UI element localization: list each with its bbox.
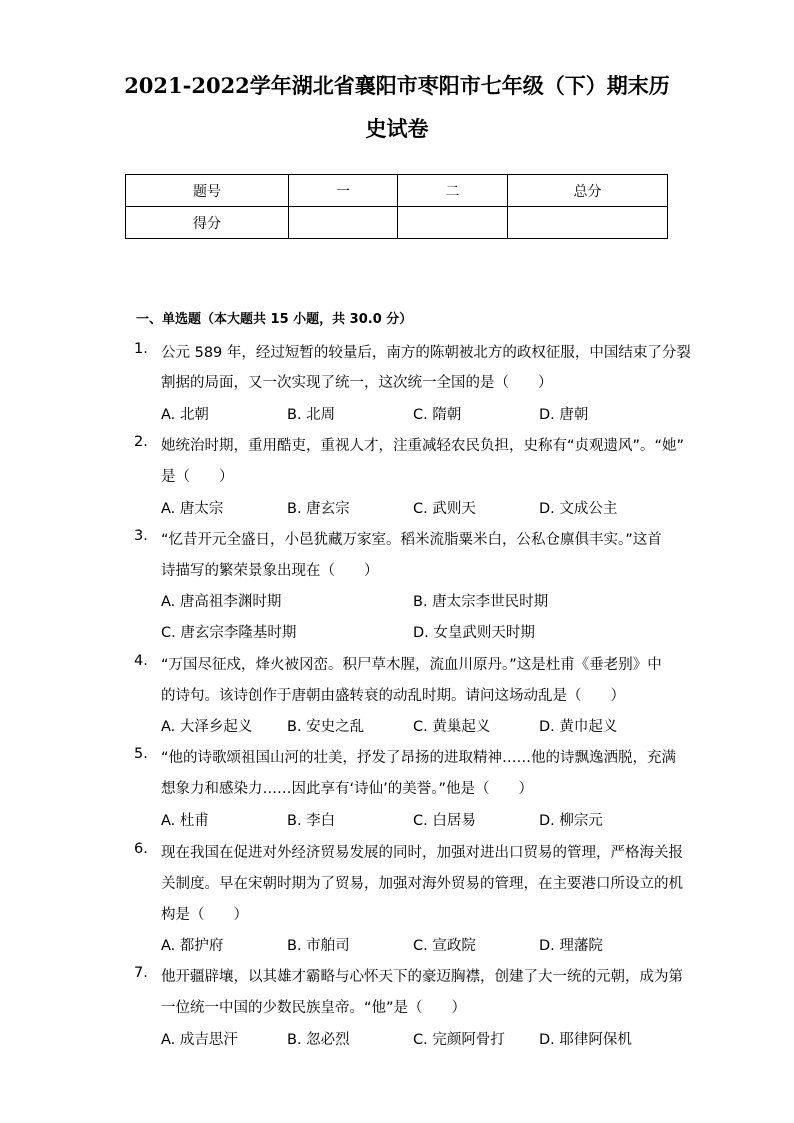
question-number: 3. [134,528,148,544]
option[interactable]: A. 都护府 [161,938,224,954]
option[interactable]: D. 文成公主 [539,501,618,517]
question-text-line: 的诗句。该诗创作于唐朝由盛转衰的动乱时期。请问这场动乱是（ ） [161,688,625,704]
option[interactable]: D. 理藩院 [539,938,603,954]
question-text-line: 他开疆辟壤，以其雄才霸略与心怀天下的豪迈胸襟，创建了大一统的元朝，成为第 [161,969,683,985]
score-table-header-row [126,175,668,207]
option[interactable]: B. 市舶司 [287,938,350,954]
option[interactable]: A. 大泽乡起义 [161,719,253,735]
section-heading: 一、单选题（本大题共 15 小题，共 30.0 分） [136,312,413,327]
option[interactable]: A. 唐太宗 [161,501,224,517]
question-text-line: 现在我国在促进对外经济贸易发展的同时，加强对进出口贸易的管理，严格海关报 [161,845,683,861]
question-number: 7. [134,965,148,981]
option[interactable]: C. 唐玄宗李隆基时期 [161,625,297,641]
question-number: 6. [134,841,148,857]
question-number: 5. [134,746,148,762]
option[interactable]: B. 唐太宗李世民时期 [413,594,549,610]
question-text-line: 一位统一中国的少数民族皇帝。“他”是（ ） [161,1000,467,1016]
question-text-line: 割据的局面，又一次实现了统一，这次统一全国的是（ ） [161,375,553,391]
option[interactable]: C. 隋朝 [413,407,462,423]
option[interactable]: A. 唐高祖李渊时期 [161,594,282,610]
question-text-line: 构是（ ） [161,907,248,923]
option[interactable]: A. 杜甫 [161,813,209,829]
option[interactable]: D. 耶律阿保机 [539,1032,632,1048]
score-header-cell: 总分 [508,175,668,207]
option[interactable]: D. 黄巾起义 [539,719,618,735]
option[interactable]: C. 黄巢起义 [413,719,491,735]
score-header-cell: 题号 [126,175,289,207]
option[interactable]: B. 唐玄宗 [287,501,350,517]
score-row-label: 得分 [126,207,289,239]
option[interactable]: A. 北朝 [161,407,209,423]
option[interactable]: C. 完颜阿骨打 [413,1032,505,1048]
option[interactable]: D. 柳宗元 [539,813,603,829]
option[interactable]: B. 李白 [287,813,336,829]
score-header-cell: 一 [289,175,398,207]
option[interactable]: B. 安史之乱 [287,719,365,735]
question-number: 2. [134,434,148,450]
score-header-cell: 二 [398,175,508,207]
question-text-line: “万国尽征戍，烽火被冈峦。积尸草木腥，流血川原丹。”这是杜甫《垂老别》中 [161,657,662,673]
option[interactable]: B. 北周 [287,407,336,423]
exam-title-line1: 2021-2022学年湖北省襄阳市枣阳市七年级（下）期末历 [124,73,670,98]
question-number: 4. [134,653,148,669]
score-table [125,174,668,239]
question-text-line: “他的诗歌颂祖国山河的壮美，抒发了昂扬的进取精神……他的诗飘逸洒脱，充满 [161,750,677,766]
score-cell [508,207,668,239]
question-text-line: 关制度。早在宋朝时期为了贸易，加强对海外贸易的管理，在主要港口所设立的机 [161,876,683,892]
score-cell [398,207,508,239]
option[interactable]: D. 女皇武则天时期 [413,625,535,641]
question-text-line: “忆昔开元全盛日，小邑犹藏万家室。稻米流脂粟米白，公私仓廪俱丰实。”这首 [161,532,662,548]
question-text-line: 她统治时期，重用酷吏，重视人才，注重减轻农民负担，史称有“贞观遗风”。“她” [161,438,685,454]
option[interactable]: D. 唐朝 [539,407,589,423]
option[interactable]: B. 忽必烈 [287,1032,350,1048]
exam-title-line2: 史试卷 [365,116,429,141]
question-number: 1. [134,341,148,357]
option[interactable]: C. 武则天 [413,501,476,517]
question-text-line: 想象力和感染力……因此享有‘诗仙’的美誉。”他是（ ） [161,781,533,797]
question-text-line: 公元 589 年，经过短暂的较量后，南方的陈朝被北方的政权征服，中国结束了分裂 [161,345,691,361]
question-text-line: 是（ ） [161,469,234,485]
option[interactable]: C. 白居易 [413,813,476,829]
option[interactable]: C. 宣政院 [413,938,476,954]
question-text-line: 诗描写的繁荣景象出现在（ ） [161,563,379,579]
option[interactable]: A. 成吉思汗 [161,1032,238,1048]
score-cell [289,207,398,239]
score-table-score-row [126,207,668,239]
